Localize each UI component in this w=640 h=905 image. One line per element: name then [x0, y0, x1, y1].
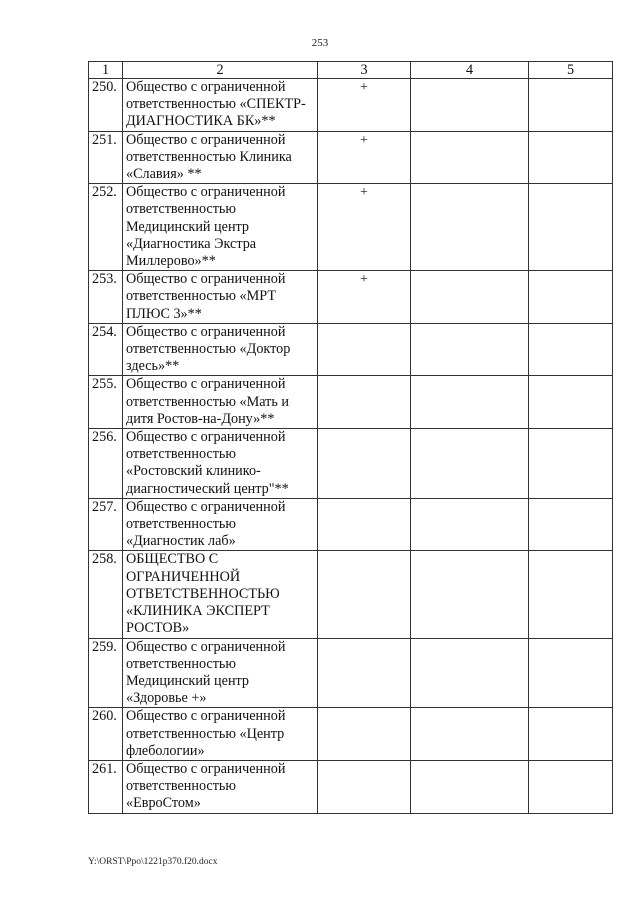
table-row [89, 498, 613, 551]
column-5-cell-cell [529, 708, 613, 761]
column-header-3: 3 [318, 62, 411, 79]
column-5-cell-cell [529, 498, 613, 551]
column-4-cell-cell [411, 429, 529, 499]
column-5-cell-cell [529, 551, 613, 638]
row-number: 256. [89, 429, 123, 499]
column-4-cell-cell [411, 79, 529, 132]
column-5-cell-cell [529, 760, 613, 813]
column-3-mark-cell [318, 184, 411, 271]
column-3-mark-cell [318, 429, 411, 499]
column-header-5: 5 [529, 62, 613, 79]
table-row [89, 551, 613, 638]
column-5-cell-cell [529, 638, 613, 708]
organization-name: Общество с ограниченной ответственностью Медицинский центр «Диагностика Экстра Миллерово»** [123, 184, 318, 271]
table-row [89, 184, 613, 271]
column-4-cell-cell [411, 271, 529, 324]
column-3-mark-cell [318, 760, 411, 813]
table-row [89, 638, 613, 708]
table-body [89, 79, 613, 814]
table-row [89, 271, 613, 324]
table-row [89, 323, 613, 376]
column-3-mark-cell [318, 708, 411, 761]
column-3-mark-cell [318, 271, 411, 324]
column-5-cell-cell [529, 429, 613, 499]
column-5-cell-cell [529, 184, 613, 271]
column-4-cell-cell [411, 323, 529, 376]
organization-name: Общество с ограниченной ответственностью «Центр флебологии» [123, 708, 318, 761]
organization-name: Общество с ограниченной ответственностью «СПЕКТР-ДИАГНОСТИКА БК»** [123, 79, 318, 132]
column-3-mark-cell [318, 551, 411, 638]
column-4-cell-cell [411, 551, 529, 638]
row-number: 253. [89, 271, 123, 324]
column-3-mark-cell [318, 498, 411, 551]
column-3-mark: + [360, 132, 368, 148]
row-number: 250. [89, 79, 123, 132]
column-4-cell-cell [411, 184, 529, 271]
organization-name: Общество с ограниченной ответственностью Медицинский центр «Здоровье +» [123, 638, 318, 708]
column-4-cell-cell [411, 638, 529, 708]
registry-table [88, 61, 613, 814]
footer-file-path: Y:\ORST\Ppo\1221p370.f20.docx [88, 857, 218, 867]
column-3-mark: + [360, 185, 368, 201]
row-number: 258. [89, 551, 123, 638]
row-number: 260. [89, 708, 123, 761]
column-5-cell-cell [529, 271, 613, 324]
column-5-cell-cell [529, 131, 613, 184]
table-row [89, 708, 613, 761]
table-row [89, 131, 613, 184]
column-header-4: 4 [411, 62, 529, 79]
column-3-mark: + [360, 80, 368, 95]
table-row [89, 376, 613, 429]
column-3-mark: + [360, 272, 368, 288]
column-header-2: 2 [123, 62, 318, 79]
column-4-cell-cell [411, 376, 529, 429]
row-number: 254. [89, 323, 123, 376]
column-3-mark-cell [318, 79, 411, 132]
column-header-1: 1 [89, 62, 123, 79]
organization-name: Общество с ограниченной ответственностью Клиника «Славия» ** [123, 131, 318, 184]
row-number: 261. [89, 760, 123, 813]
column-3-mark-cell [318, 376, 411, 429]
organization-name: Общество с ограниченной ответственностью «МРТ ПЛЮС 3»** [123, 271, 318, 324]
row-number: 251. [89, 131, 123, 184]
organization-name: Общество с ограниченной ответственностью «ЕвроСтом» [123, 760, 318, 813]
table-row [89, 79, 613, 132]
column-4-cell-cell [411, 498, 529, 551]
column-3-mark-cell [318, 638, 411, 708]
organization-name: Общество с ограниченной ответственностью «Ростовский клинико-диагностический центр"** [123, 429, 318, 499]
table-header-row [89, 62, 613, 79]
organization-name: Общество с ограниченной ответственностью «Диагностик лаб» [123, 498, 318, 551]
row-number: 255. [89, 376, 123, 429]
organization-name: Общество с ограниченной ответственностью «Доктор здесь»** [123, 323, 318, 376]
organization-name: ОБЩЕСТВО С ОГРАНИЧЕННОЙ ОТВЕТСТВЕННОСТЬЮ «КЛИНИКА ЭКСПЕРТ РОСТОВ» [123, 551, 318, 638]
column-5-cell-cell [529, 79, 613, 132]
page-number: 253 [311, 37, 329, 49]
column-4-cell-cell [411, 708, 529, 761]
column-3-mark-cell [318, 131, 411, 184]
column-4-cell-cell [411, 131, 529, 184]
column-5-cell-cell [529, 376, 613, 429]
row-number: 257. [89, 498, 123, 551]
table-row [89, 760, 613, 813]
organization-name: Общество с ограниченной ответственностью «Мать и дитя Ростов-на-Дону»** [123, 376, 318, 429]
row-number: 259. [89, 638, 123, 708]
table-row [89, 429, 613, 499]
column-3-mark-cell [318, 323, 411, 376]
column-5-cell-cell [529, 323, 613, 376]
row-number: 252. [89, 184, 123, 271]
column-4-cell-cell [411, 760, 529, 813]
